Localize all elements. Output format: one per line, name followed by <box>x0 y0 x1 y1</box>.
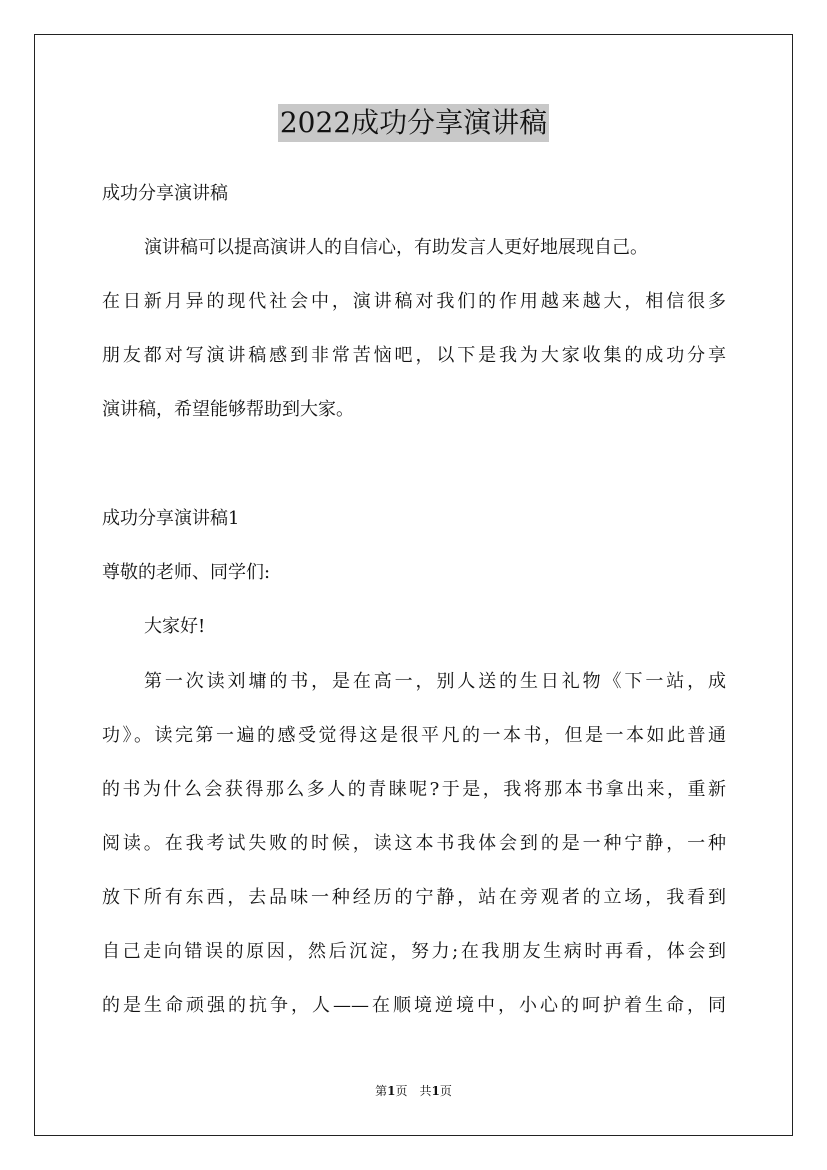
page-total: 共1页 <box>419 1084 452 1098</box>
section-heading: 成功分享演讲稿 <box>102 183 228 204</box>
paragraph-line: 朋友都对写演讲稿感到非常苦恼吧，以下是我为大家收集的成功分享 <box>102 345 726 366</box>
title-container <box>0 104 827 142</box>
paragraph-line: 的书为什么会获得那么多人的青睐呢?于是，我将那本书拿出来，重新 <box>102 779 726 800</box>
document-title: 2022成功分享演讲稿 <box>278 104 549 142</box>
paragraph-line: 自己走向错误的原因，然后沉淀，努力;在我朋友生病时再看，体会到 <box>102 941 726 962</box>
paragraph-line: 在日新月异的现代社会中，演讲稿对我们的作用越来越大，相信很多 <box>102 291 726 312</box>
page-number: 第1页 <box>375 1084 408 1098</box>
paragraph-line: 演讲稿，希望能够帮助到大家。 <box>102 399 354 420</box>
paragraph-line: 的是生命顽强的抗争，人——在顺境逆境中，小心的呵护着生命，同 <box>102 995 726 1016</box>
salutation: 尊敬的老师、同学们: <box>102 562 271 583</box>
paragraph-line: 演讲稿可以提高演讲人的自信心，有助发言人更好地展现自己。 <box>144 237 648 258</box>
paragraph-line: 放下所有东西，去品味一种经历的宁静，站在旁观者的立场，我看到 <box>102 887 726 908</box>
paragraph-line: 第一次读刘墉的书，是在高一，别人送的生日礼物《下一站，成 <box>144 671 726 692</box>
paragraph-line: 功》。读完第一遍的感受觉得这是很平凡的一本书，但是一本如此普通 <box>102 725 726 746</box>
section-heading: 成功分享演讲稿1 <box>102 508 240 529</box>
greeting: 大家好! <box>144 616 206 637</box>
page-footer <box>0 1083 827 1099</box>
paragraph-line: 阅读。在我考试失败的时候，读这本书我体会到的是一种宁静，一种 <box>102 833 726 854</box>
